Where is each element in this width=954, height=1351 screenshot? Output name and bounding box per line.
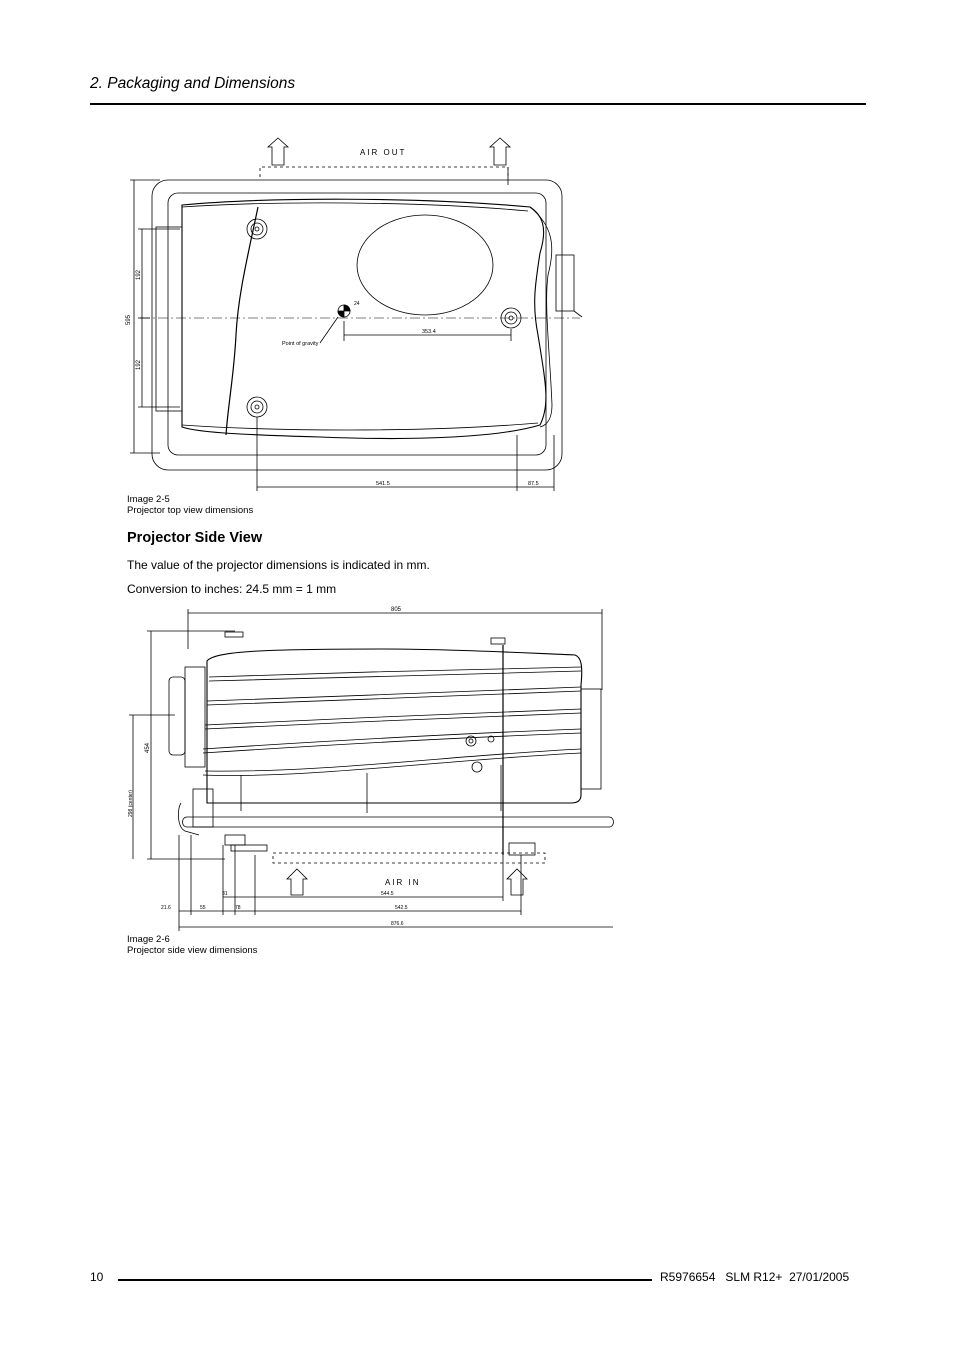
lens-housing (169, 677, 185, 755)
caption-number-side-view: Image 2-6 (127, 934, 170, 945)
foot-bottom-left (247, 397, 267, 417)
dim-353-4: 353.4 (422, 329, 436, 335)
air-in-arrow-left (287, 869, 307, 895)
point-of-gravity-label: Point of gravity (282, 341, 319, 347)
dim-544-5: 544.5 (381, 891, 394, 897)
dim-298-center: 298 (center) (128, 790, 134, 817)
air-out-label: AIR OUT (360, 148, 407, 157)
air-out-arrow-right (490, 138, 510, 165)
dim-192-lower: 192 (136, 359, 142, 370)
page-number: 10 (90, 1270, 104, 1284)
dim-21-6: 21.6 (161, 905, 171, 911)
projector-top-view-drawing (120, 135, 590, 495)
dim-805: 805 (391, 607, 402, 613)
section-title: 2. Packaging and Dimensions (90, 75, 296, 92)
dim-595: 595 (126, 314, 132, 325)
air-in-label: AIR IN (385, 878, 421, 887)
document-reference: R5976654 SLM R12+ 27/01/2005 (660, 1270, 850, 1284)
header-rule (90, 103, 866, 105)
dim-542-5: 542.5 (395, 905, 408, 911)
projector-side-view-drawing (125, 605, 620, 935)
dim-24: 24 (354, 301, 360, 307)
dim-192-upper: 192 (136, 269, 142, 280)
dim-541-5: 541.5 (376, 481, 390, 487)
dim-87-5: 87.5 (528, 481, 539, 487)
dim-31: 31 (222, 891, 228, 897)
caption-text-side-view: Projector side view dimensions (127, 945, 258, 956)
dim-55: 55 (200, 905, 206, 911)
projector-body-outline (182, 199, 546, 438)
base-rail (183, 817, 614, 827)
paragraph-dimensions-unit: The value of the projector dimensions is indicated in mm. (127, 558, 430, 572)
dim-78: 78 (235, 905, 241, 911)
foot-top-left (247, 219, 267, 239)
section-heading-side-view: Projector Side View (127, 530, 263, 546)
paragraph-conversion: Conversion to inches: 24.5 mm = 1 mm (127, 582, 337, 596)
footer-rule (118, 1279, 652, 1281)
air-in-arrow-right (507, 869, 527, 895)
air-out-arrow-left (268, 138, 288, 165)
caption-number-top-view: Image 2-5 (127, 494, 170, 505)
dim-454: 454 (145, 742, 151, 753)
dim-876-6: 876.6 (391, 921, 404, 927)
lens-window (357, 215, 493, 315)
caption-text-top-view: Projector top view dimensions (127, 505, 254, 516)
point-of-gravity-icon (338, 305, 350, 317)
